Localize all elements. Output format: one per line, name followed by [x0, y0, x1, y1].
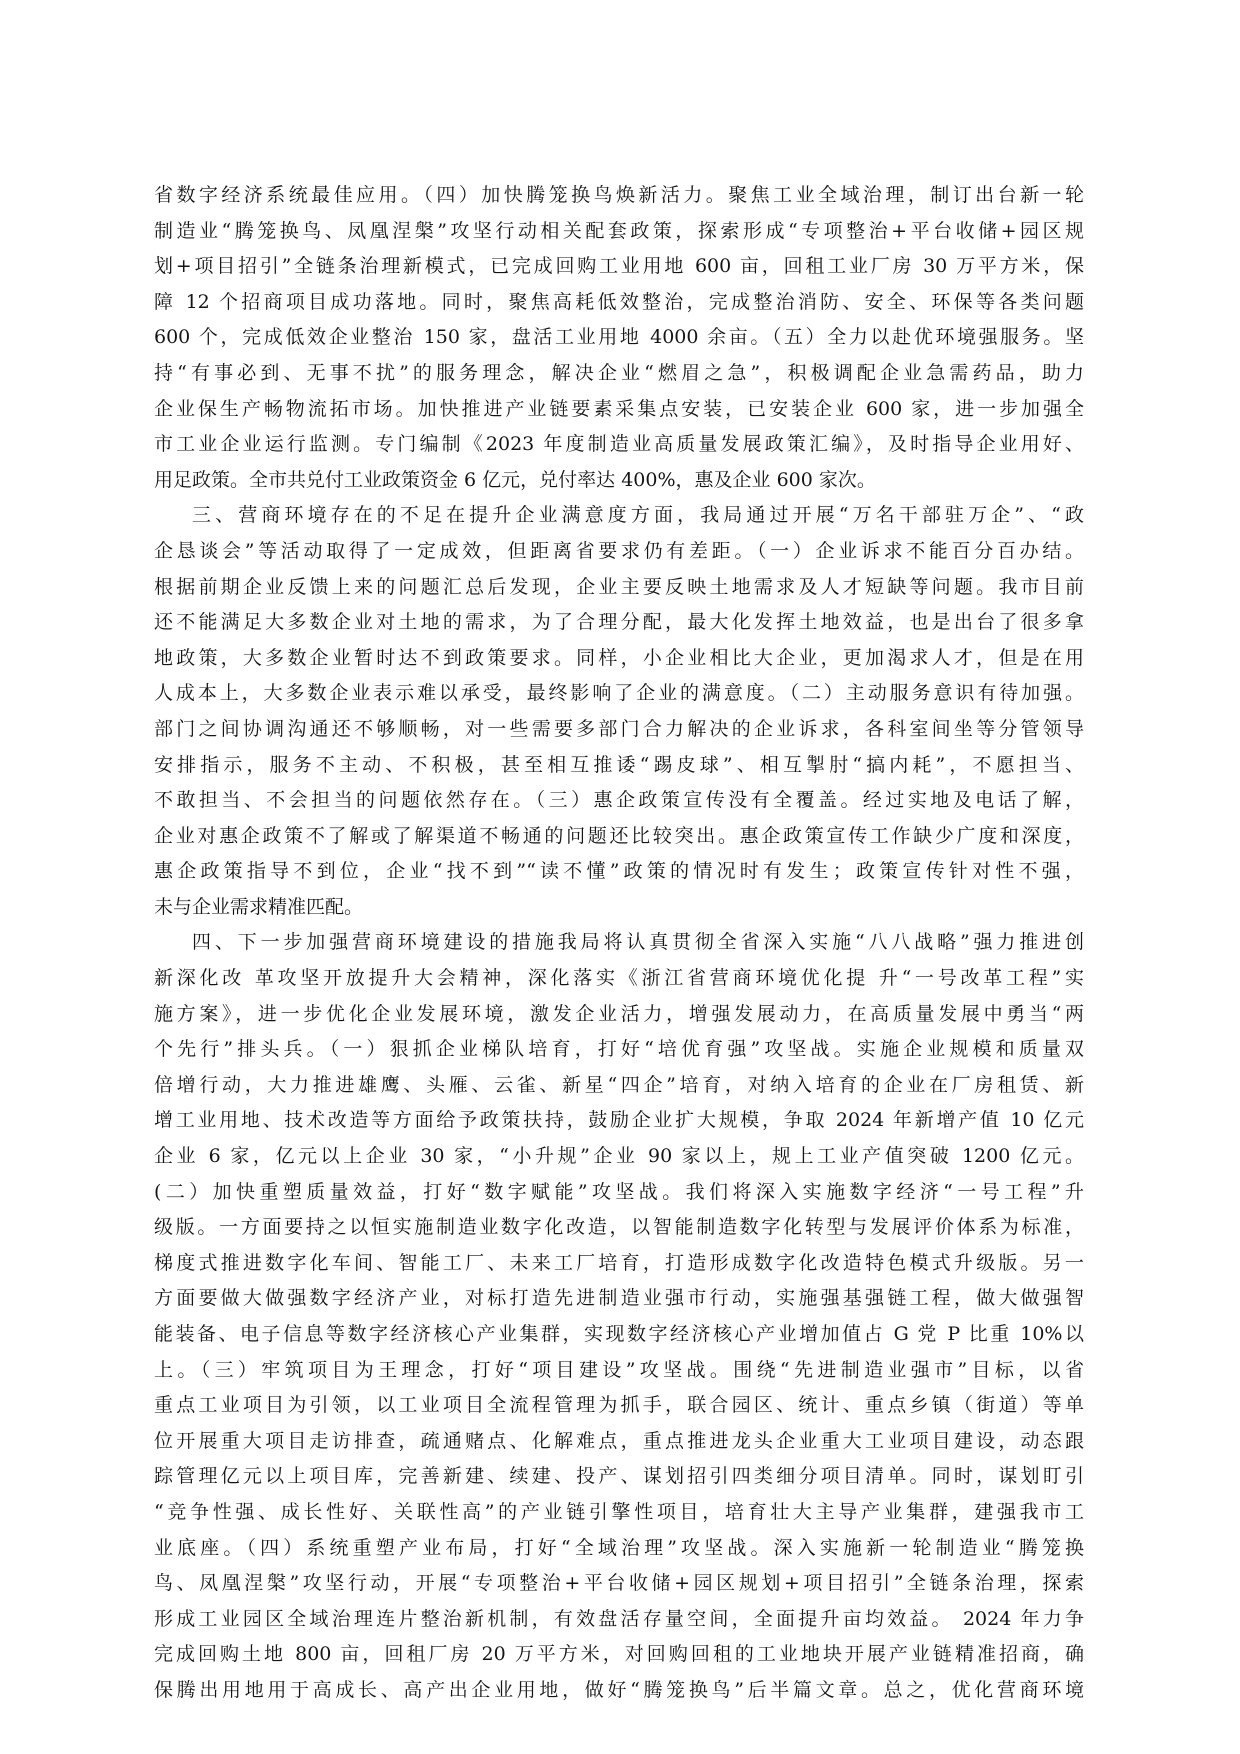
paragraph-2 [154, 498, 1084, 925]
text-line: 踪管理亿元以上项目库，完善新建、续建、投产、谋划招引四类细分项目清单。同时，谋划盯引 [154, 1465, 1084, 1488]
text-line: 根据前期企业反馈上来的问题汇总后发现，企业主要反映土地需求及人才短缺等问题。我市目前 [154, 575, 1084, 598]
text-line: 制造业“腾笼换鸟、凤凰涅槃”攻坚行动相关配套政策，探索形成“专项整治+平台收储+园区规 [154, 219, 1084, 242]
text-line: 三、营商环境存在的不足在提升企业满意度方面，我局通过开展“万名干部驻万企”、“政 [192, 504, 1084, 527]
text-line: 位开展重大项目走访排查，疏通赌点、化解难点，重点推进龙头企业重大工业项目建设，动态跟 [154, 1429, 1084, 1452]
text-line: 地政策，大多数企业暂时达不到政策要求。同样，小企业相比大企业，更加渴求人才，但是在用 [154, 646, 1084, 669]
text-line: 倍增行动，大力推进雄鹰、头雁、云雀、新星“四企”培育，对纳入培育的企业在厂房租赁、新 [154, 1073, 1084, 1096]
text-line: 企业 6 家，亿元以上企业 30 家，“小升规”企业 90 家以上，规上工业产值突破 1200 亿元。 [154, 1145, 1084, 1168]
document-page [154, 178, 1084, 1709]
text-line: 增工业用地、技术改造等方面给予政策扶持，鼓励企业扩大规模，争取 2024 年新增产值 10 亿元 [154, 1109, 1084, 1132]
text-line: (二）加快重塑质量效益，打好“数字赋能”攻坚战。我们将深入实施数字经济“一号工程”升 [154, 1180, 1084, 1203]
text-line: 部门之间协调沟通还不够顺畅，对一些需要多部门合力解决的企业诉求，各科室间坐等分管领导 [154, 717, 1084, 740]
text-line: “竞争性强、成长性好、关联性高”的产业链引擎性项目，培育壮大主导产业集群，建强我市工 [154, 1500, 1084, 1523]
text-line: 惠企政策指导不到位，企业“找不到”“读不懂”政策的情况时有发生；政策宣传针对性不强， [154, 860, 1084, 883]
text-line: 还不能满足大多数企业对土地的需求，为了合理分配，最大化发挥土地效益，也是出台了很多拿 [154, 611, 1084, 634]
text-line: 企业保生产畅物流拓市场。加快推进产业链要素采集点安装，已安装企业 600 家，进一步加强全 [154, 397, 1084, 420]
text-line: 四、下一步加强营商环境建设的措施我局将认真贯彻全省深入实施“八八战略”强力推进创 [192, 931, 1084, 954]
text-line: 上。（三）牢筑项目为王理念，打好“项目建设”攻坚战。围绕“先进制造业强市”目标，以省 [154, 1358, 1084, 1381]
text-line: 新深化改 革攻坚开放提升大会精神，深化落实《浙江省营商环境优化提 升“一号改革工程”实 [154, 967, 1084, 990]
text-line: 完成回购土地 800 亩，回租厂房 20 万平方米，对回购回租的工业地块开展产业链精准招商，确 [154, 1643, 1084, 1666]
text-line: 用足政策。全市共兑付工业政策资金 6 亿元，兑付率达 400%，惠及企业 600 家次。 [154, 468, 876, 491]
text-line: 未与企业需求精准匹配。 [154, 895, 364, 918]
text-line: 形成工业园区全域治理连片整治新机制，有效盘活存量空间，全面提升亩均效益。 2024 年力争 [154, 1607, 1084, 1630]
text-line: 方面要做大做强数字经济产业，对标打造先进制造业强市行动，实施强基强链工程，做大做强智 [154, 1287, 1084, 1310]
text-line: 障 12 个招商项目成功落地。同时，聚焦高耗低效整治，完成整治消防、安全、环保等各类问题 [154, 290, 1084, 313]
text-line: 市工业企业运行监测。专门编制《2023 年度制造业高质量发展政策汇编》，及时指导企业用好、 [154, 433, 1084, 456]
text-line: 划+项目招引”全链条治理新模式，已完成回购工业用地 600 亩，回租工业厂房 30 万平方米，保 [154, 255, 1084, 278]
text-line: 个先行”排头兵。（一）狠抓企业梯队培育，打好“培优育强”攻坚战。实施企业规模和质量双 [154, 1038, 1084, 1061]
text-line: 保腾出用地用于高成长、高产出企业用地，做好“腾笼换鸟”后半篇文章。总之，优化营商环境 [154, 1678, 1084, 1701]
text-line: 企恳谈会”等活动取得了一定成效，但距离省要求仍有差距。（一）企业诉求不能百分百办结。 [154, 539, 1084, 562]
text-line: 重点工业项目为引领，以工业项目全流程管理为抓手，联合园区、统计、重点乡镇（街道）等单 [154, 1394, 1084, 1417]
text-line: 梯度式推进数字化车间、智能工厂、未来工厂培育，打造形成数字化改造特色模式升级版。另一 [154, 1251, 1084, 1274]
paragraph-1 [154, 178, 1084, 498]
text-line: 省数字经济系统最佳应用。（四）加快腾笼换鸟焕新活力。聚焦工业全域治理，制订出台新一轮 [154, 184, 1084, 206]
text-line: 持“有事必到、无事不扰”的服务理念，解决企业“燃眉之急”，积极调配企业急需药品，助力 [154, 361, 1084, 384]
text-line: 安排指示，服务不主动、不积极，甚至相互推诿“踢皮球”、相互掣肘“搞内耗”，不愿担当、 [154, 753, 1084, 776]
text-line: 企业对惠企政策不了解或了解渠道不畅通的问题还比较突出。惠企政策宣传工作缺少广度和深度， [154, 824, 1084, 847]
paragraph-3 [154, 925, 1084, 1708]
text-line: 鸟、凤凰涅槃”攻坚行动，开展“专项整治+平台收储+园区规划+项目招引”全链条治理，探索 [154, 1572, 1084, 1595]
text-line: 业底座。（四）系统重塑产业布局，打好“全域治理”攻坚战。深入实施新一轮制造业“腾笼换 [154, 1536, 1084, 1559]
text-line: 不敢担当、不会担当的问题依然存在。（三）惠企政策宣传没有全覆盖。经过实地及电话了解， [154, 789, 1084, 812]
text-line: 级版。一方面要持之以恒实施制造业数字化改造，以智能制造数字化转型与发展评价体系为标准， [154, 1216, 1084, 1239]
text-line: 施方案》，进一步优化企业发展环境，激发企业活力，增强发展动力，在高质量发展中勇当“两 [154, 1002, 1084, 1025]
text-line: 人成本上，大多数企业表示难以承受，最终影响了企业的满意度。（二）主动服务意识有待加强。 [154, 682, 1084, 705]
text-line: 能装备、电子信息等数字经济核心产业集群，实现数字经济核心产业增加值占 G 党 P 比重 10%以 [154, 1323, 1084, 1345]
text-line: 600 个，完成低效企业整治 150 家，盘活工业用地 4000 余亩。（五）全力以赴优环境强服务。坚 [154, 326, 1084, 349]
